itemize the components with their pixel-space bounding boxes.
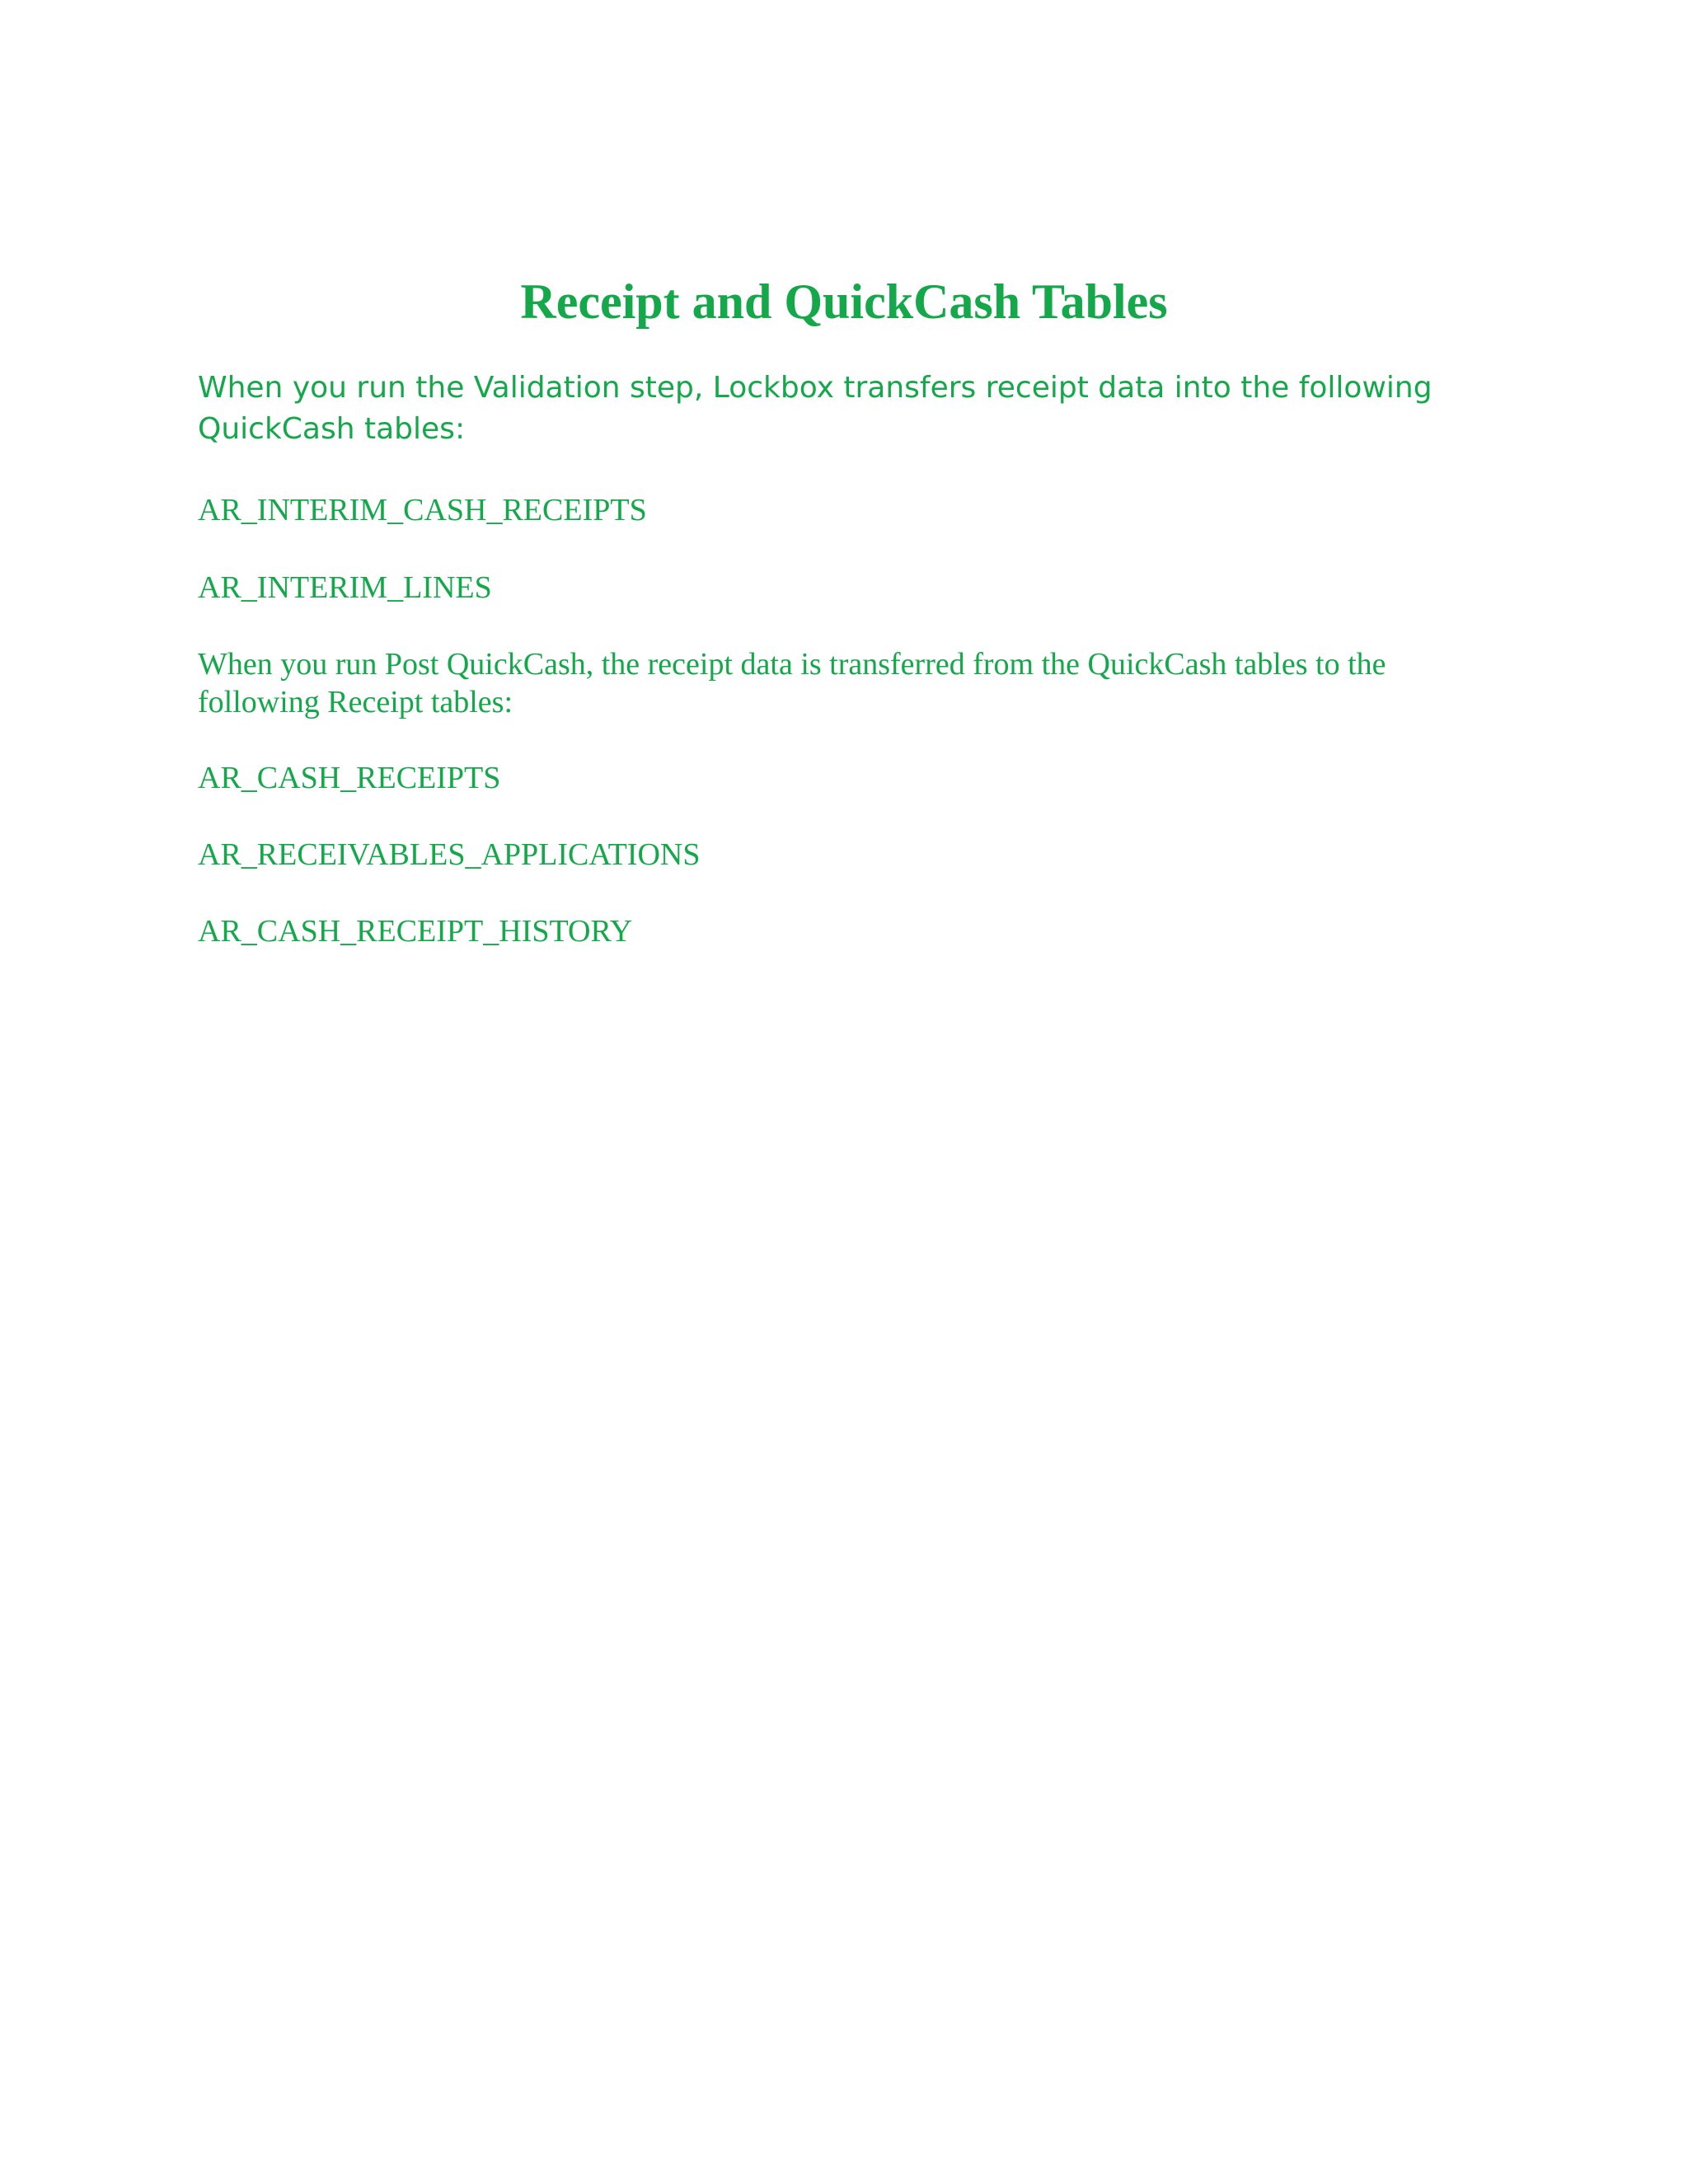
table-name-cash-receipts: AR_CASH_RECEIPTS [198,761,501,795]
table-name-interim-lines: AR_INTERIM_LINES [198,570,492,605]
table-name-cash-receipt-history: AR_CASH_RECEIPT_HISTORY [198,914,633,949]
intro-paragraph: When you run the Validation step, Lockbox transfers receipt data into the following QuickCash tables: [198,371,1432,446]
table-name-interim-cash-receipts: AR_INTERIM_CASH_RECEIPTS [198,493,647,527]
page-title: Receipt and QuickCash Tables [520,274,1168,329]
table-name-receivables-applications: AR_RECEIVABLES_APPLICATIONS [198,837,701,872]
post-quickcash-paragraph: When you run Post QuickCash, the receipt data is transferred from the QuickCash tables to the following Receipt tables: [198,647,1386,719]
